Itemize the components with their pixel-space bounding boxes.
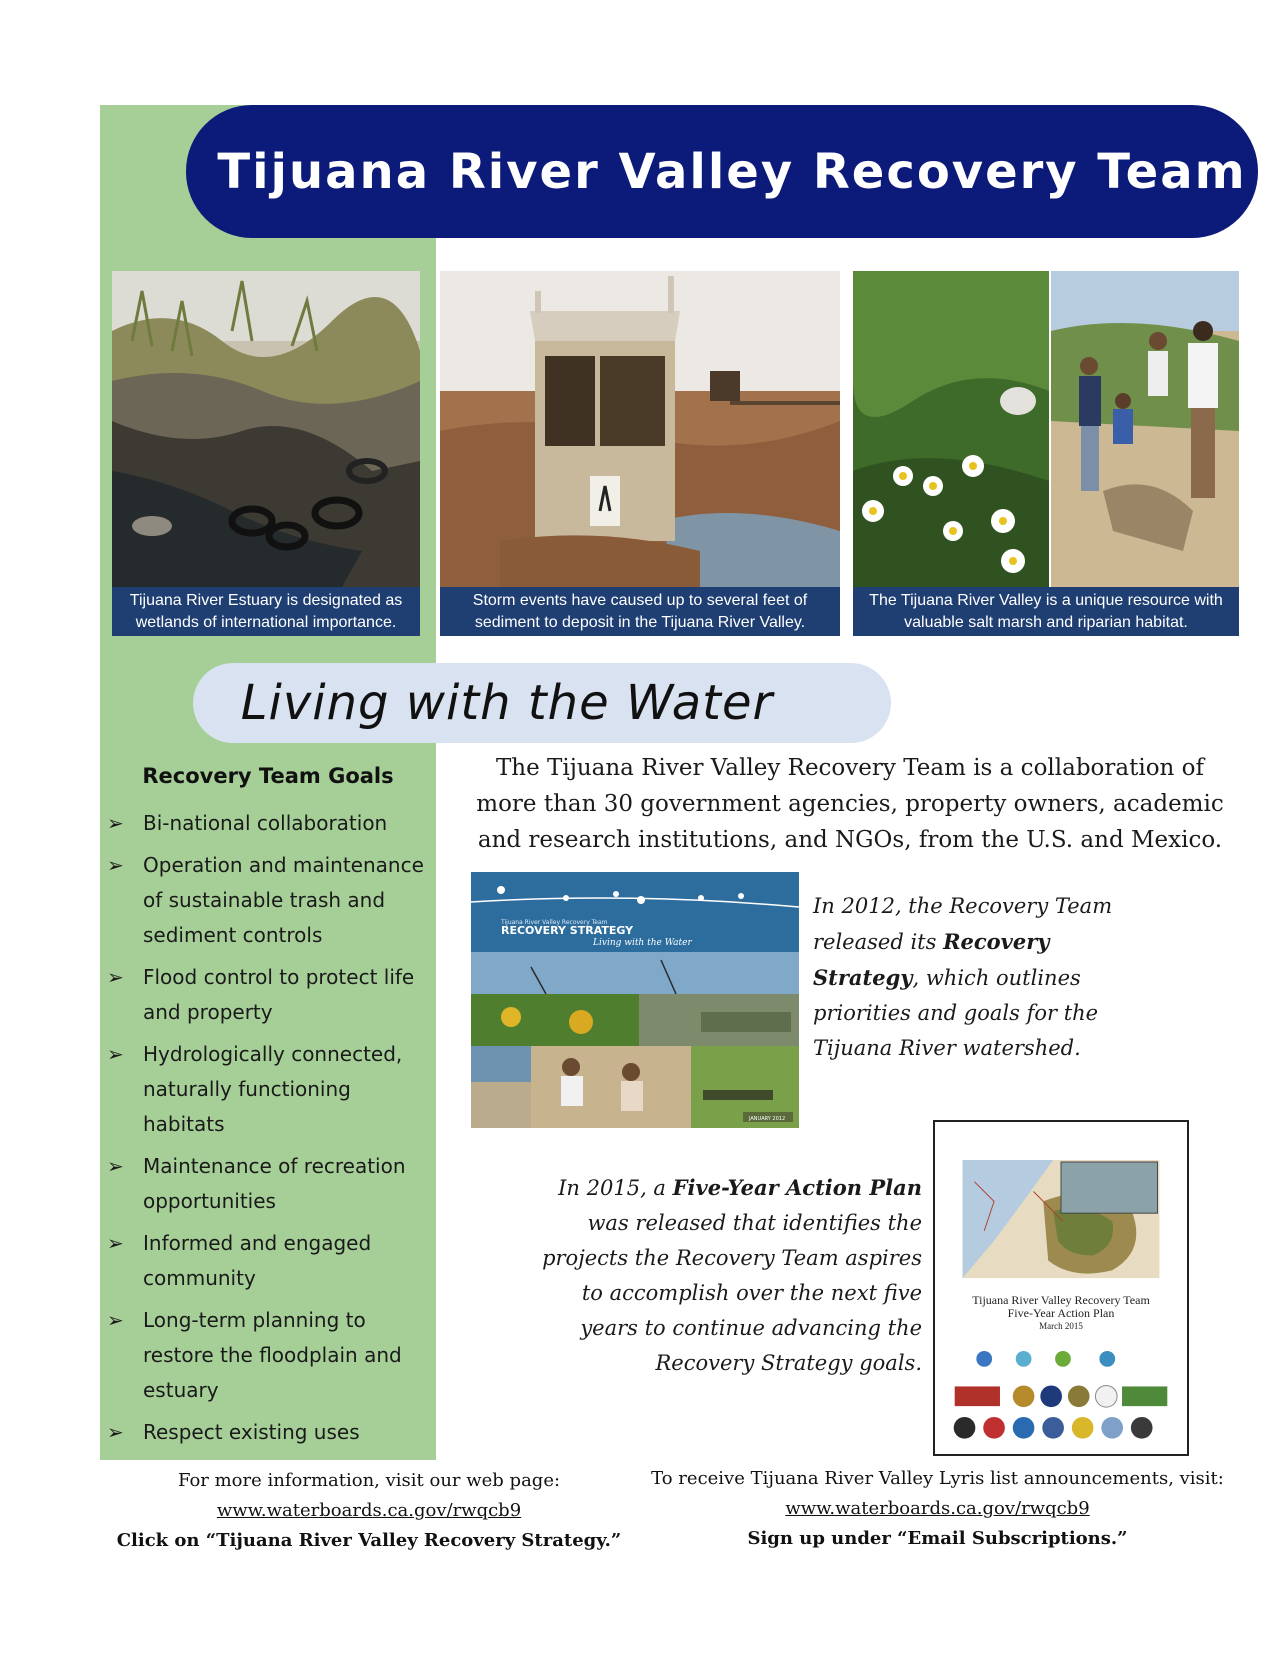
footer-left: For more information, visit our web page: www.waterboards.ca.gov/rwqcb9 Click on “Tijuana River Valley Recovery Strategy.” (100, 1466, 638, 1556)
email-subscription-link[interactable]: www.waterboards.ca.gov/rwqcb9 (785, 1498, 1090, 1519)
arrow-bullet-icon: ➢ (107, 811, 124, 835)
buried-hut-photo (440, 271, 840, 587)
cover-subtitle: Living with the Water (593, 938, 692, 948)
arrow-bullet-icon: ➢ (107, 1420, 124, 1444)
subheader-title: Living with the Water (240, 675, 774, 731)
goal-item: ➢ Long-term planning to restore the floodplain and estuary (105, 1303, 435, 1408)
cover-small-title: Tijuana River Valley Recovery Team (501, 919, 608, 926)
arrow-bullet-icon: ➢ (107, 1231, 124, 1255)
strategy-emphasis: Recovery Strategy (813, 929, 1050, 990)
flowers-and-volunteers-photo (853, 271, 1239, 587)
photo-caption: Storm events have caused up to several feet of sediment to deposit in the Tijuana River Valley. (440, 587, 840, 636)
intro-paragraph: The Tijuana River Valley Recovery Team is a collaboration of more than 30 government agencies, property owners, academic and research institutions, and NGOs, from the U.S. and Mexico. (476, 755, 1224, 853)
goal-item: ➢ Flood control to protect life and property (105, 960, 435, 1030)
arrow-bullet-icon: ➢ (107, 853, 124, 877)
footer-right: To receive Tijuana River Valley Lyris list announcements, visit: www.waterboards.ca.gov/rwqcb9 Sign up under “Email Subscriptions.” (625, 1464, 1250, 1554)
arrow-bullet-icon: ➢ (107, 965, 124, 989)
subheader-banner (193, 663, 891, 743)
action-plan-emphasis: Five-Year Action Plan (672, 1175, 922, 1200)
goal-item: ➢ Respect existing uses (105, 1415, 435, 1450)
action-plan-cover-title: Tijuana River Valley Recovery Team Five-Year Action Plan March 2015 (972, 1293, 1150, 1331)
goal-item: ➢ Informed and engaged community (105, 1226, 435, 1296)
goal-item: ➢ Hydrologically connected, naturally functioning habitats (105, 1037, 435, 1142)
photo-caption: The Tijuana River Valley is a unique resource with valuable salt marsh and riparian habitat. (853, 587, 1239, 636)
arrow-bullet-icon: ➢ (107, 1042, 124, 1066)
strategy-paragraph: In 2012, the Recovery Team released its Recovery Strategy, which outlines priorities and goals for the Tijuana River watershed. (813, 894, 1113, 1060)
cover-date: JANUARY 2012 (749, 1116, 786, 1122)
title-banner (186, 105, 1258, 238)
goals-heading: Recovery Team Goals (142, 764, 394, 788)
polluted-wetland-photo (112, 271, 420, 587)
page-title: Tijuana River Valley Recovery Team (217, 143, 1247, 200)
goals-list (105, 806, 435, 1457)
arrow-bullet-icon: ➢ (107, 1308, 124, 1332)
goal-item: ➢ Maintenance of recreation opportunities (105, 1149, 435, 1219)
action-plan-cover (933, 1120, 1189, 1456)
goal-item: ➢ Bi-national collaboration (105, 806, 435, 841)
goal-item: ➢ Operation and maintenance of sustainable trash and sediment controls (105, 848, 435, 953)
photo-caption: Tijuana River Estuary is designated as wetlands of international importance. (112, 587, 420, 636)
arrow-bullet-icon: ➢ (107, 1154, 124, 1178)
action-plan-paragraph: In 2015, a Five-Year Action Plan was released that identifies the projects the Recovery Team aspires to accomplish over the next five years to continue advancing the Recovery Strategy goals. (542, 1175, 922, 1375)
cover-title: RECOVERY STRATEGY (501, 924, 634, 937)
recovery-strategy-cover (471, 872, 799, 1128)
web-page-link[interactable]: www.waterboards.ca.gov/rwqcb9 (216, 1500, 522, 1521)
